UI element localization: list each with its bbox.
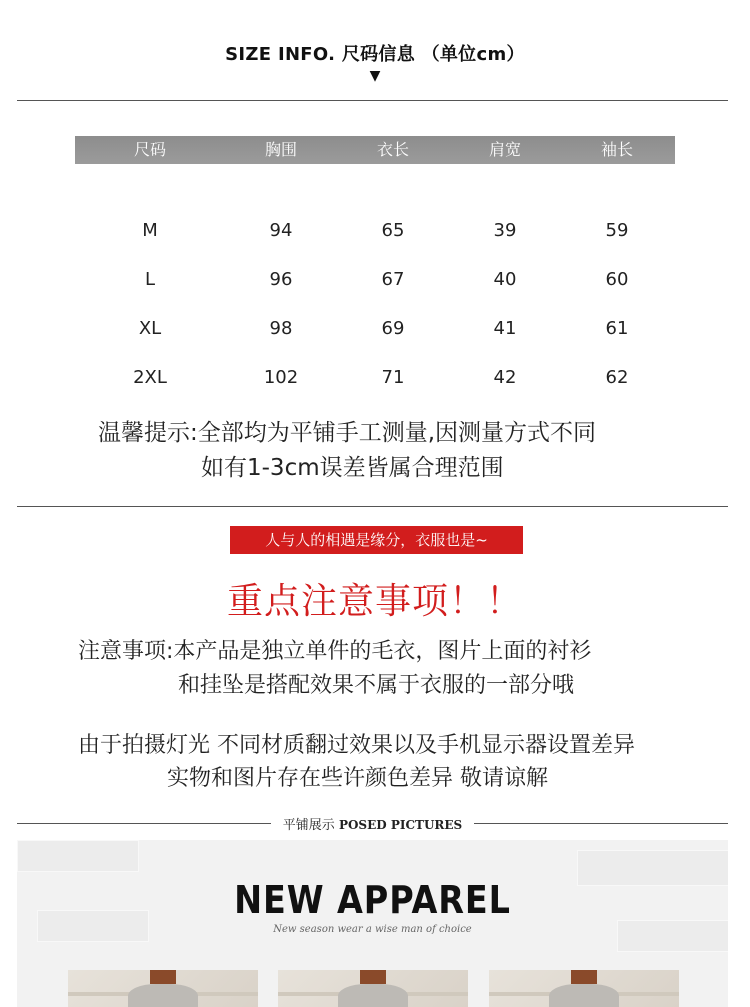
table-cell: 62 — [605, 367, 629, 388]
table-cell: 94 — [269, 220, 293, 241]
product-thumbnail[interactable] — [489, 970, 679, 1007]
size-table — [75, 136, 675, 402]
table-row — [75, 206, 675, 255]
red-banner: 人与人的相遇是缘分，衣服也是~ — [230, 526, 523, 554]
table-row — [75, 255, 675, 304]
table-cell: 71 — [381, 367, 405, 388]
tip-line-2: 如有1-3cm误差皆属合理范围 — [201, 455, 504, 481]
table-cell: 2XL — [133, 367, 167, 388]
table-cell: 42 — [493, 367, 517, 388]
table-cell: 65 — [381, 220, 405, 241]
hanger-icon — [360, 970, 386, 984]
sweater-collar — [549, 984, 619, 1007]
tip-line-1: 温馨提示:全部均为平铺手工测量,因测量方式不同 — [98, 420, 597, 446]
notice-para-1-line-1: 注意事项:本产品是独立单件的毛衣，图片上面的衬衫 — [78, 639, 592, 664]
table-cell: 69 — [381, 318, 405, 339]
table-cell: 98 — [269, 318, 293, 339]
posed-pictures-divider — [17, 814, 728, 834]
table-cell: 40 — [493, 269, 517, 290]
product-thumbnail[interactable] — [278, 970, 468, 1007]
col-header-length: 衣长 — [376, 140, 409, 159]
table-row — [75, 353, 675, 402]
sweater-collar — [128, 984, 198, 1007]
size-table-header — [75, 136, 675, 164]
table-cell: 102 — [263, 367, 299, 388]
table-cell: 60 — [605, 269, 629, 290]
notice-heading: 重点注意事项！！ — [226, 581, 523, 622]
table-cell: M — [142, 220, 158, 241]
new-apparel-title: NEW APPAREL — [234, 878, 511, 922]
divider-middle — [17, 506, 728, 507]
size-info-title: SIZE INFO. 尺码信息 （单位cm） — [225, 44, 525, 65]
table-cell: L — [144, 269, 156, 290]
product-thumbnail[interactable] — [68, 970, 258, 1007]
table-cell: 59 — [605, 220, 629, 241]
posed-label-en: POSED PICTURES — [338, 818, 463, 832]
divider-top — [17, 100, 728, 101]
table-cell: 41 — [493, 318, 517, 339]
notice-para-1-line-2: 和挂坠是搭配效果不属于衣服的一部分哦 — [178, 673, 575, 698]
posed-label-cn: 平铺展示 — [282, 818, 335, 833]
hanger-icon — [571, 970, 597, 984]
table-cell: XL — [138, 318, 162, 339]
notice-para-2-line-2: 实物和图片存在些许颜色差异 敬请谅解 — [167, 766, 548, 791]
table-cell: 67 — [381, 269, 405, 290]
posed-pictures-label — [17, 814, 728, 833]
col-header-shoulder: 肩宽 — [488, 140, 521, 159]
table-cell: 39 — [493, 220, 517, 241]
new-apparel-subtitle: New season wear a wise man of choice — [273, 924, 472, 935]
col-header-chest: 胸围 — [264, 140, 297, 159]
brick-texture — [17, 840, 139, 872]
down-arrow-icon: ▼ — [369, 68, 381, 84]
product-photo-banner — [17, 840, 728, 1007]
table-row — [75, 304, 675, 353]
table-cell: 61 — [605, 318, 629, 339]
col-header-sleeve: 袖长 — [600, 140, 633, 159]
table-cell: 96 — [269, 269, 293, 290]
hanger-icon — [150, 970, 176, 984]
sweater-collar — [338, 984, 408, 1007]
col-header-size: 尺码 — [133, 140, 166, 159]
notice-para-2-line-1: 由于拍摄灯光 不同材质翻过效果以及手机显示器设置差异 — [78, 733, 635, 758]
